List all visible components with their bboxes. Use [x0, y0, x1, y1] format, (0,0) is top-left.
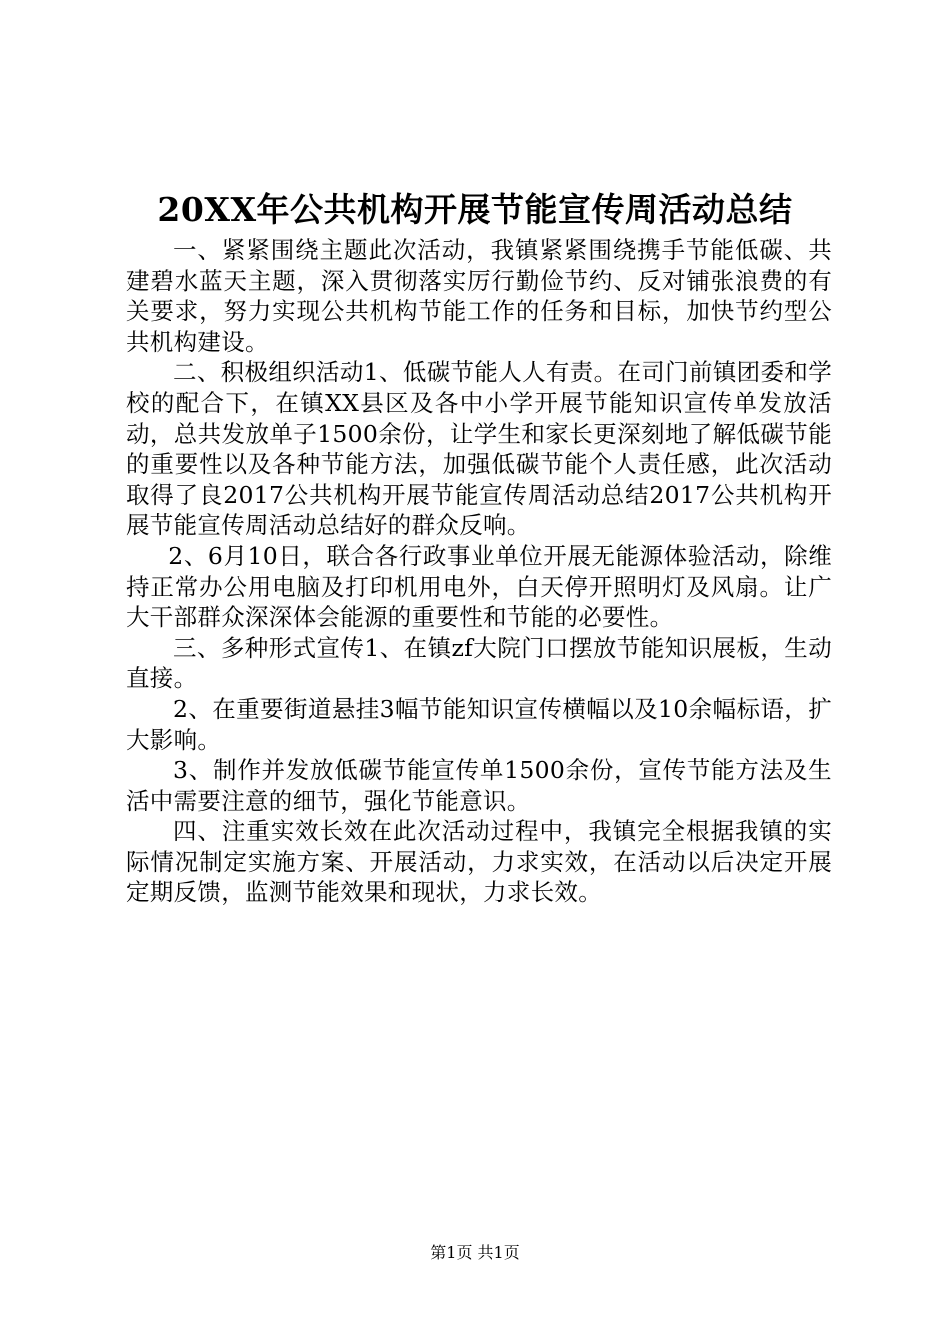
page-number-footer: 第1页 共1页: [430, 1243, 520, 1262]
paragraph-effectiveness: 四、注重实效长效在此次活动过程中，我镇完全根据我镇的实际情况制定实施方案、开展活动，力求实效，在活动以后决定开展定期反馈，监测节能效果和现状，力求长效。: [126, 817, 832, 907]
paragraph-publicity-boards: 三、多种形式宣传1、在镇zf大院门口摆放节能知识展板，生动直接。: [126, 633, 832, 693]
paragraph-no-energy-day: 2、6月10日，联合各行政事业单位开展无能源体验活动，除维持正常办公用电脑及打印机用电外，白天停开照明灯及风扇。让广大干部群众深深体会能源的重要性和节能的必要性。: [126, 541, 832, 632]
paragraph-theme: 一、紧紧围绕主题此次活动，我镇紧紧围绕携手节能低碳、共建碧水蓝天主题，深入贯彻落实厉行勤俭节约、反对铺张浪费的有关要求，努力实现公共机构节能工作的任务和目标，加快节约型公共机构建设。: [126, 236, 832, 356]
document-title: 20XX年公共机构开展节能宣传周活动总结: [157, 190, 793, 229]
paragraph-banners: 2、在重要街道悬挂3幅节能知识宣传横幅以及10余幅标语，扩大影响。: [126, 694, 832, 754]
document-body: [126, 235, 832, 908]
paragraph-activities: 二、积极组织活动1、低碳节能人人有责。在司门前镇团委和学校的配合下，在镇XX县区及各中小学开展节能知识宣传单发放活动，总共发放单子1500余份，让学生和家长更深刻地了解低碳节能的重要性以及各种节能方法，加强低碳节能个人责任感，此次活动取得了良2017公共机构开展节能宣传周活动总结2017公共机构开展节能宣传周活动总结好的群众反响。: [126, 358, 832, 540]
paragraph-leaflets: 3、制作并发放低碳节能宣传单1500余份，宣传节能方法及生活中需要注意的细节，强化节能意识。: [126, 756, 832, 815]
